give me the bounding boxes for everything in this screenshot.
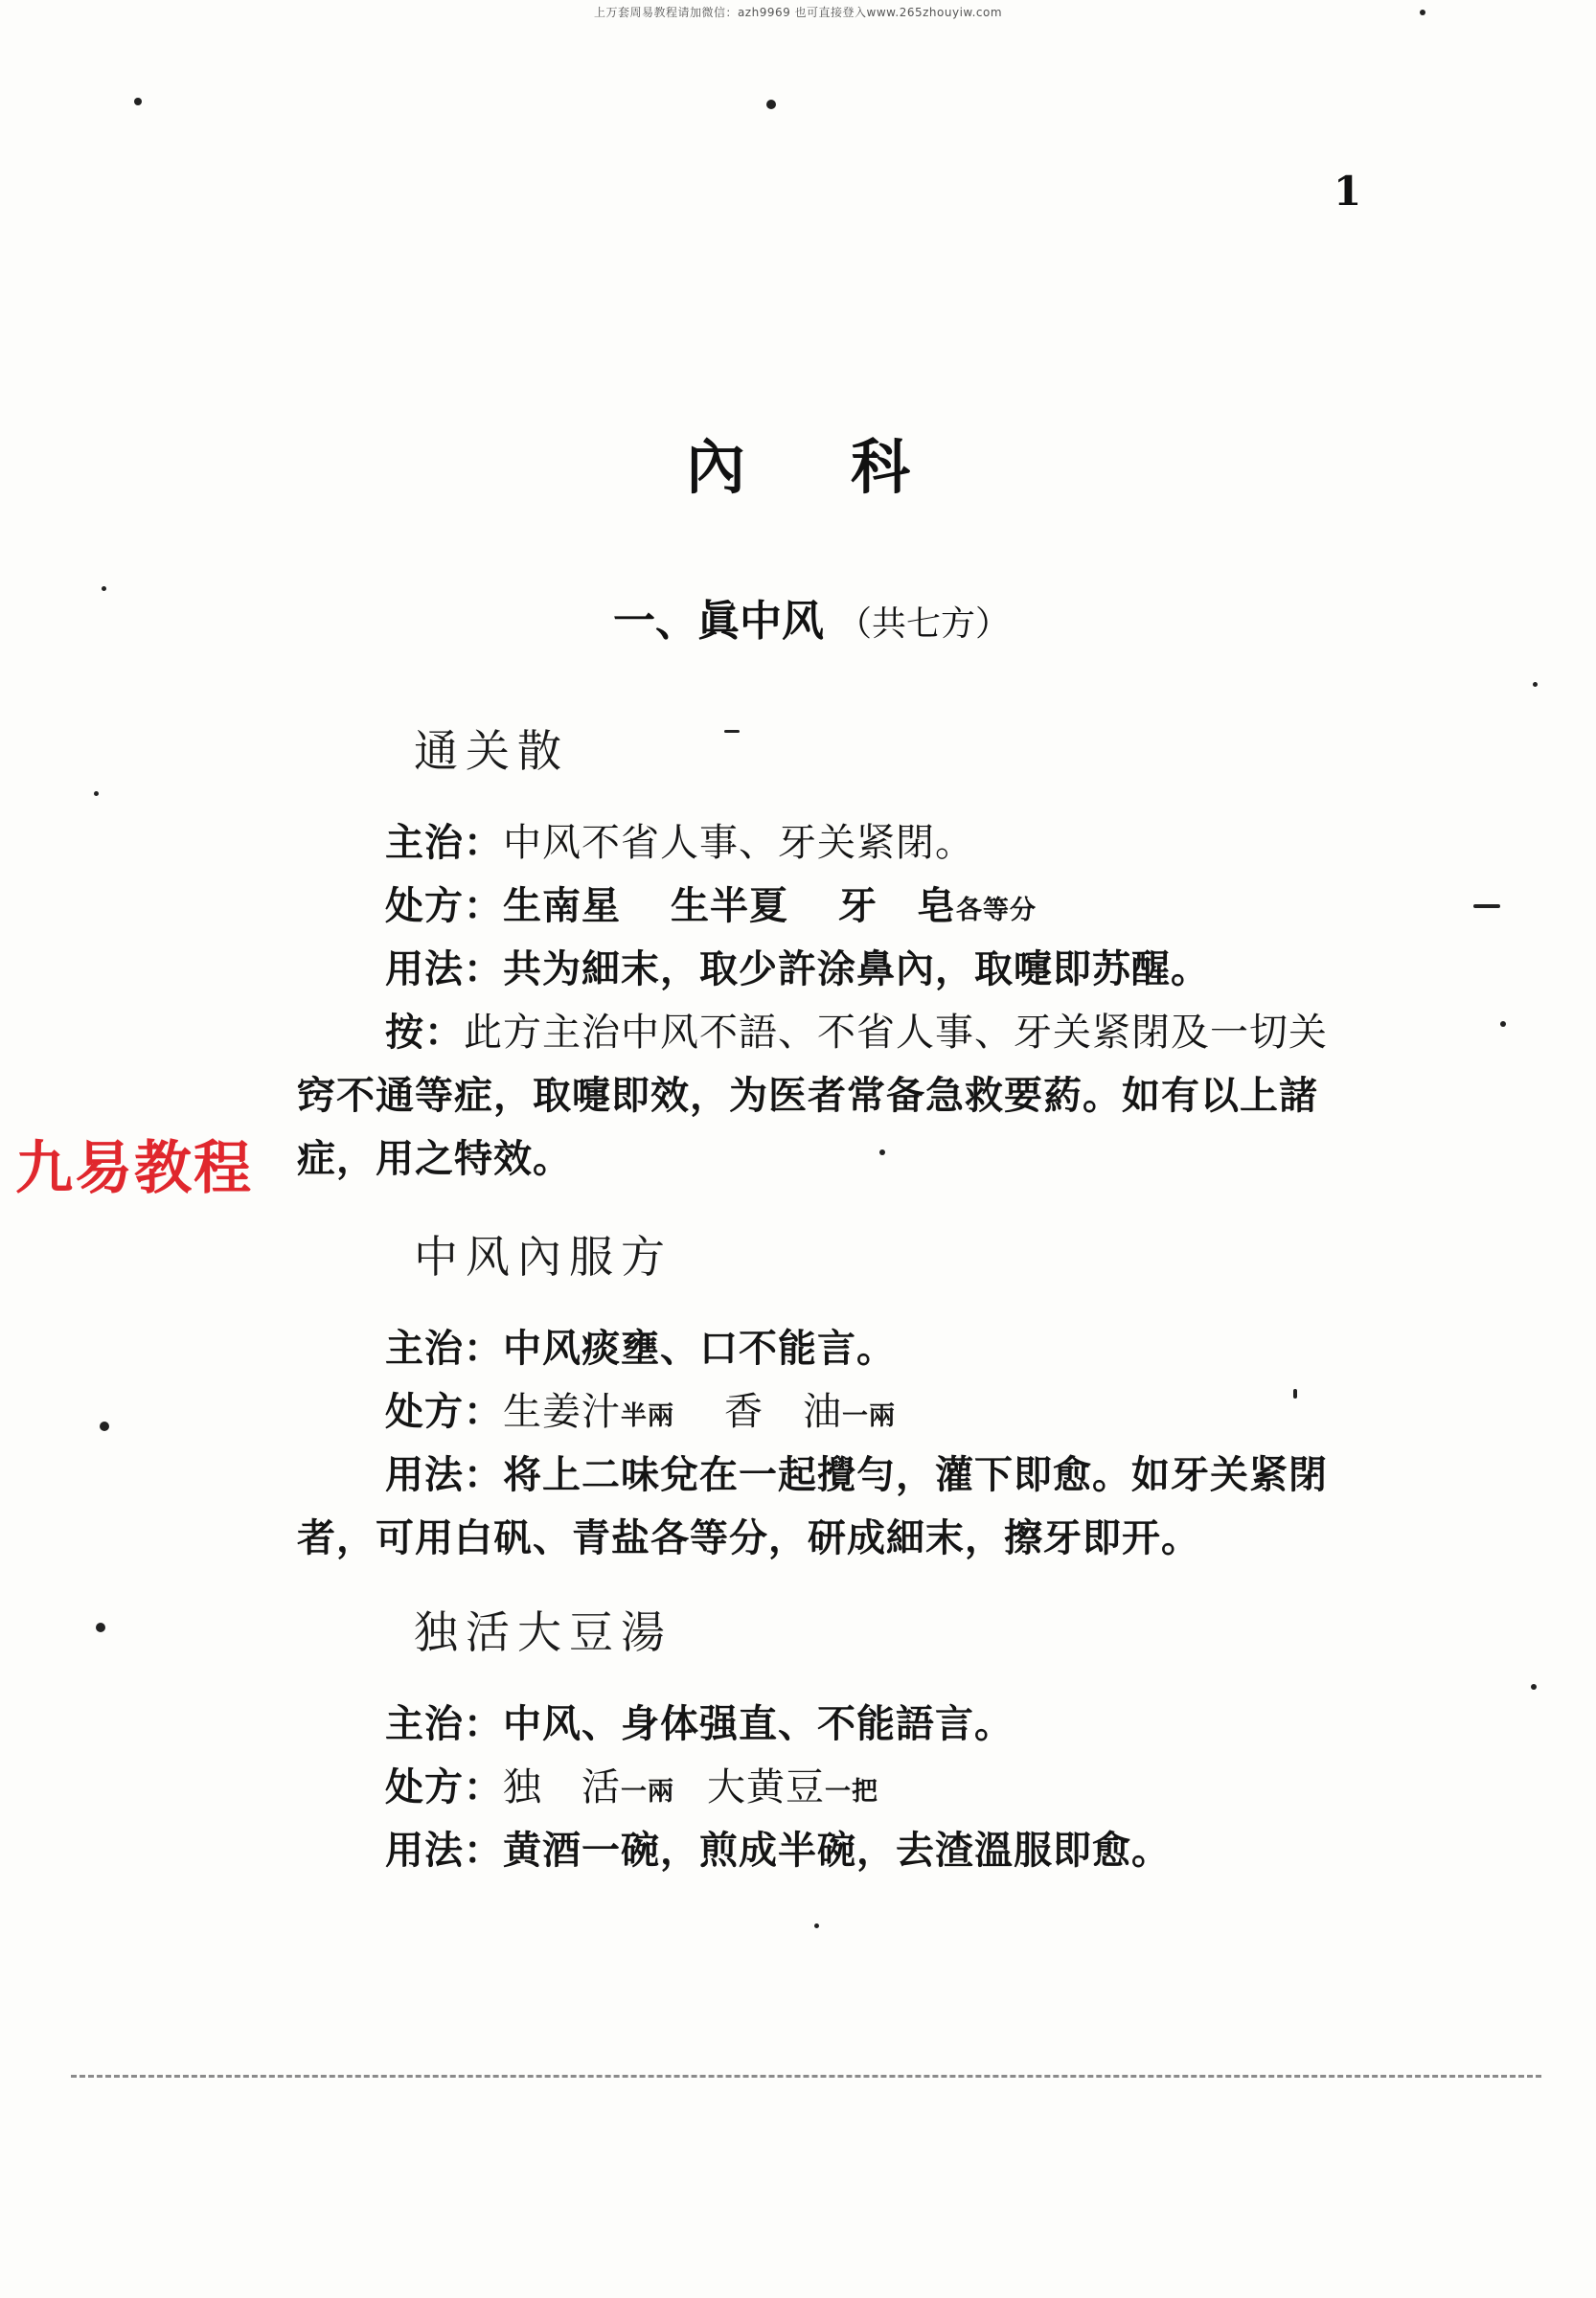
- bottom-rule: [71, 2075, 1541, 2078]
- scan-speck: [766, 100, 776, 109]
- ingredient-name: 牙 皂: [838, 883, 956, 928]
- section-title-text: 一、眞中风: [613, 597, 824, 646]
- scan-speck: [1420, 10, 1425, 15]
- indication-label: 主治：: [385, 820, 503, 865]
- scan-speck: [1531, 1684, 1537, 1690]
- indication-text: 中风不省人事、牙关紧閉。: [503, 821, 974, 865]
- scan-speck: [94, 791, 99, 796]
- section-title: [613, 586, 1010, 648]
- chapter-title: 內科: [685, 432, 1015, 502]
- indication-text: 中风痰壅、口不能言。: [503, 1326, 896, 1371]
- ingredient-dose: 一兩: [621, 1777, 674, 1807]
- scan-speck: [1293, 1389, 1297, 1399]
- prescription-label: 处方：: [385, 1389, 503, 1434]
- prescription-line: [385, 1381, 896, 1436]
- ingredient-name: 大黄豆: [707, 1765, 825, 1809]
- note-text: 症，用之特效。: [297, 1136, 572, 1181]
- scan-speck: [102, 586, 106, 591]
- scan-speck: [879, 1149, 885, 1155]
- indication-line: [385, 1318, 896, 1373]
- indication-line: [385, 812, 974, 867]
- ingredient-dose: 一兩: [842, 1401, 896, 1431]
- note-text: 窍不通等症，取嚏即效，为医者常备急救要葯。如有以上諸: [297, 1073, 1318, 1118]
- usage-label: 用法：: [385, 1452, 503, 1497]
- usage-text: 共为細末，取少許涂鼻內，取嚏即苏醒。: [503, 946, 1210, 991]
- prescription-label: 处方：: [385, 1764, 503, 1809]
- recipe-title: 独活大豆湯: [414, 1606, 673, 1658]
- usage-line: [297, 1508, 1200, 1562]
- scan-speck: [134, 98, 142, 105]
- page-number: 1: [1334, 168, 1362, 215]
- recipe-title: 中风內服方: [414, 1231, 673, 1283]
- watermark-logo: 九易教程: [15, 1135, 253, 1202]
- header-note: 上万套周易教程请加微信：azh9969 也可直接登入www.265zhouyiw.com: [593, 6, 1003, 19]
- note-label: 按：: [385, 1010, 464, 1055]
- prescription-line: [385, 1757, 878, 1811]
- recipe-title: 通关散: [414, 725, 569, 777]
- indication-text: 中风、身体强直、不能語言。: [503, 1701, 1014, 1746]
- usage-line: [385, 939, 1210, 993]
- ingredient-dose: 一把: [825, 1777, 878, 1807]
- ingredient-name: 香 油: [724, 1390, 842, 1434]
- prescription-line: [385, 876, 1037, 930]
- scan-speck: [100, 1422, 109, 1431]
- indication-line: [385, 1694, 1014, 1748]
- ingredient-name: 生南星: [503, 883, 621, 928]
- usage-text: 黄酒一碗，煎成半碗，去渣溫服即愈。: [503, 1828, 1171, 1873]
- ingredient-name: 独 活: [503, 1765, 621, 1809]
- scan-speck: [814, 1923, 819, 1928]
- indication-label: 主治：: [385, 1326, 503, 1371]
- prescription-label: 处方：: [385, 883, 503, 928]
- ingredient-name: 生半夏: [671, 883, 788, 928]
- usage-text: 将上二味兌在一起攪勻，灌下即愈。如牙关紧閉: [503, 1452, 1328, 1497]
- scan-speck: [96, 1623, 105, 1632]
- usage-label: 用法：: [385, 946, 503, 991]
- usage-text: 者，可用白矾、青盐各等分，研成細末，擦牙即开。: [297, 1515, 1200, 1560]
- ingredient-name: 生姜汁: [503, 1390, 621, 1434]
- scan-speck: [1533, 682, 1538, 687]
- ingredient-dose: 半兩: [621, 1401, 674, 1431]
- note-text: 此方主治中风不語、不省人事、牙关紧閉及一切关: [464, 1011, 1328, 1055]
- indication-label: 主治：: [385, 1701, 503, 1746]
- usage-line: [385, 1820, 1171, 1875]
- scan-speck: [1500, 1021, 1506, 1027]
- note-line: [385, 1002, 1328, 1057]
- note-line: [297, 1128, 572, 1183]
- scan-speck: [724, 730, 740, 733]
- scan-speck: [1473, 904, 1500, 908]
- note-line: [297, 1065, 1318, 1120]
- usage-line: [385, 1445, 1328, 1499]
- usage-label: 用法：: [385, 1828, 503, 1873]
- section-title-note: （共七方）: [837, 604, 1011, 644]
- ingredient-dose: 各等分: [956, 896, 1037, 925]
